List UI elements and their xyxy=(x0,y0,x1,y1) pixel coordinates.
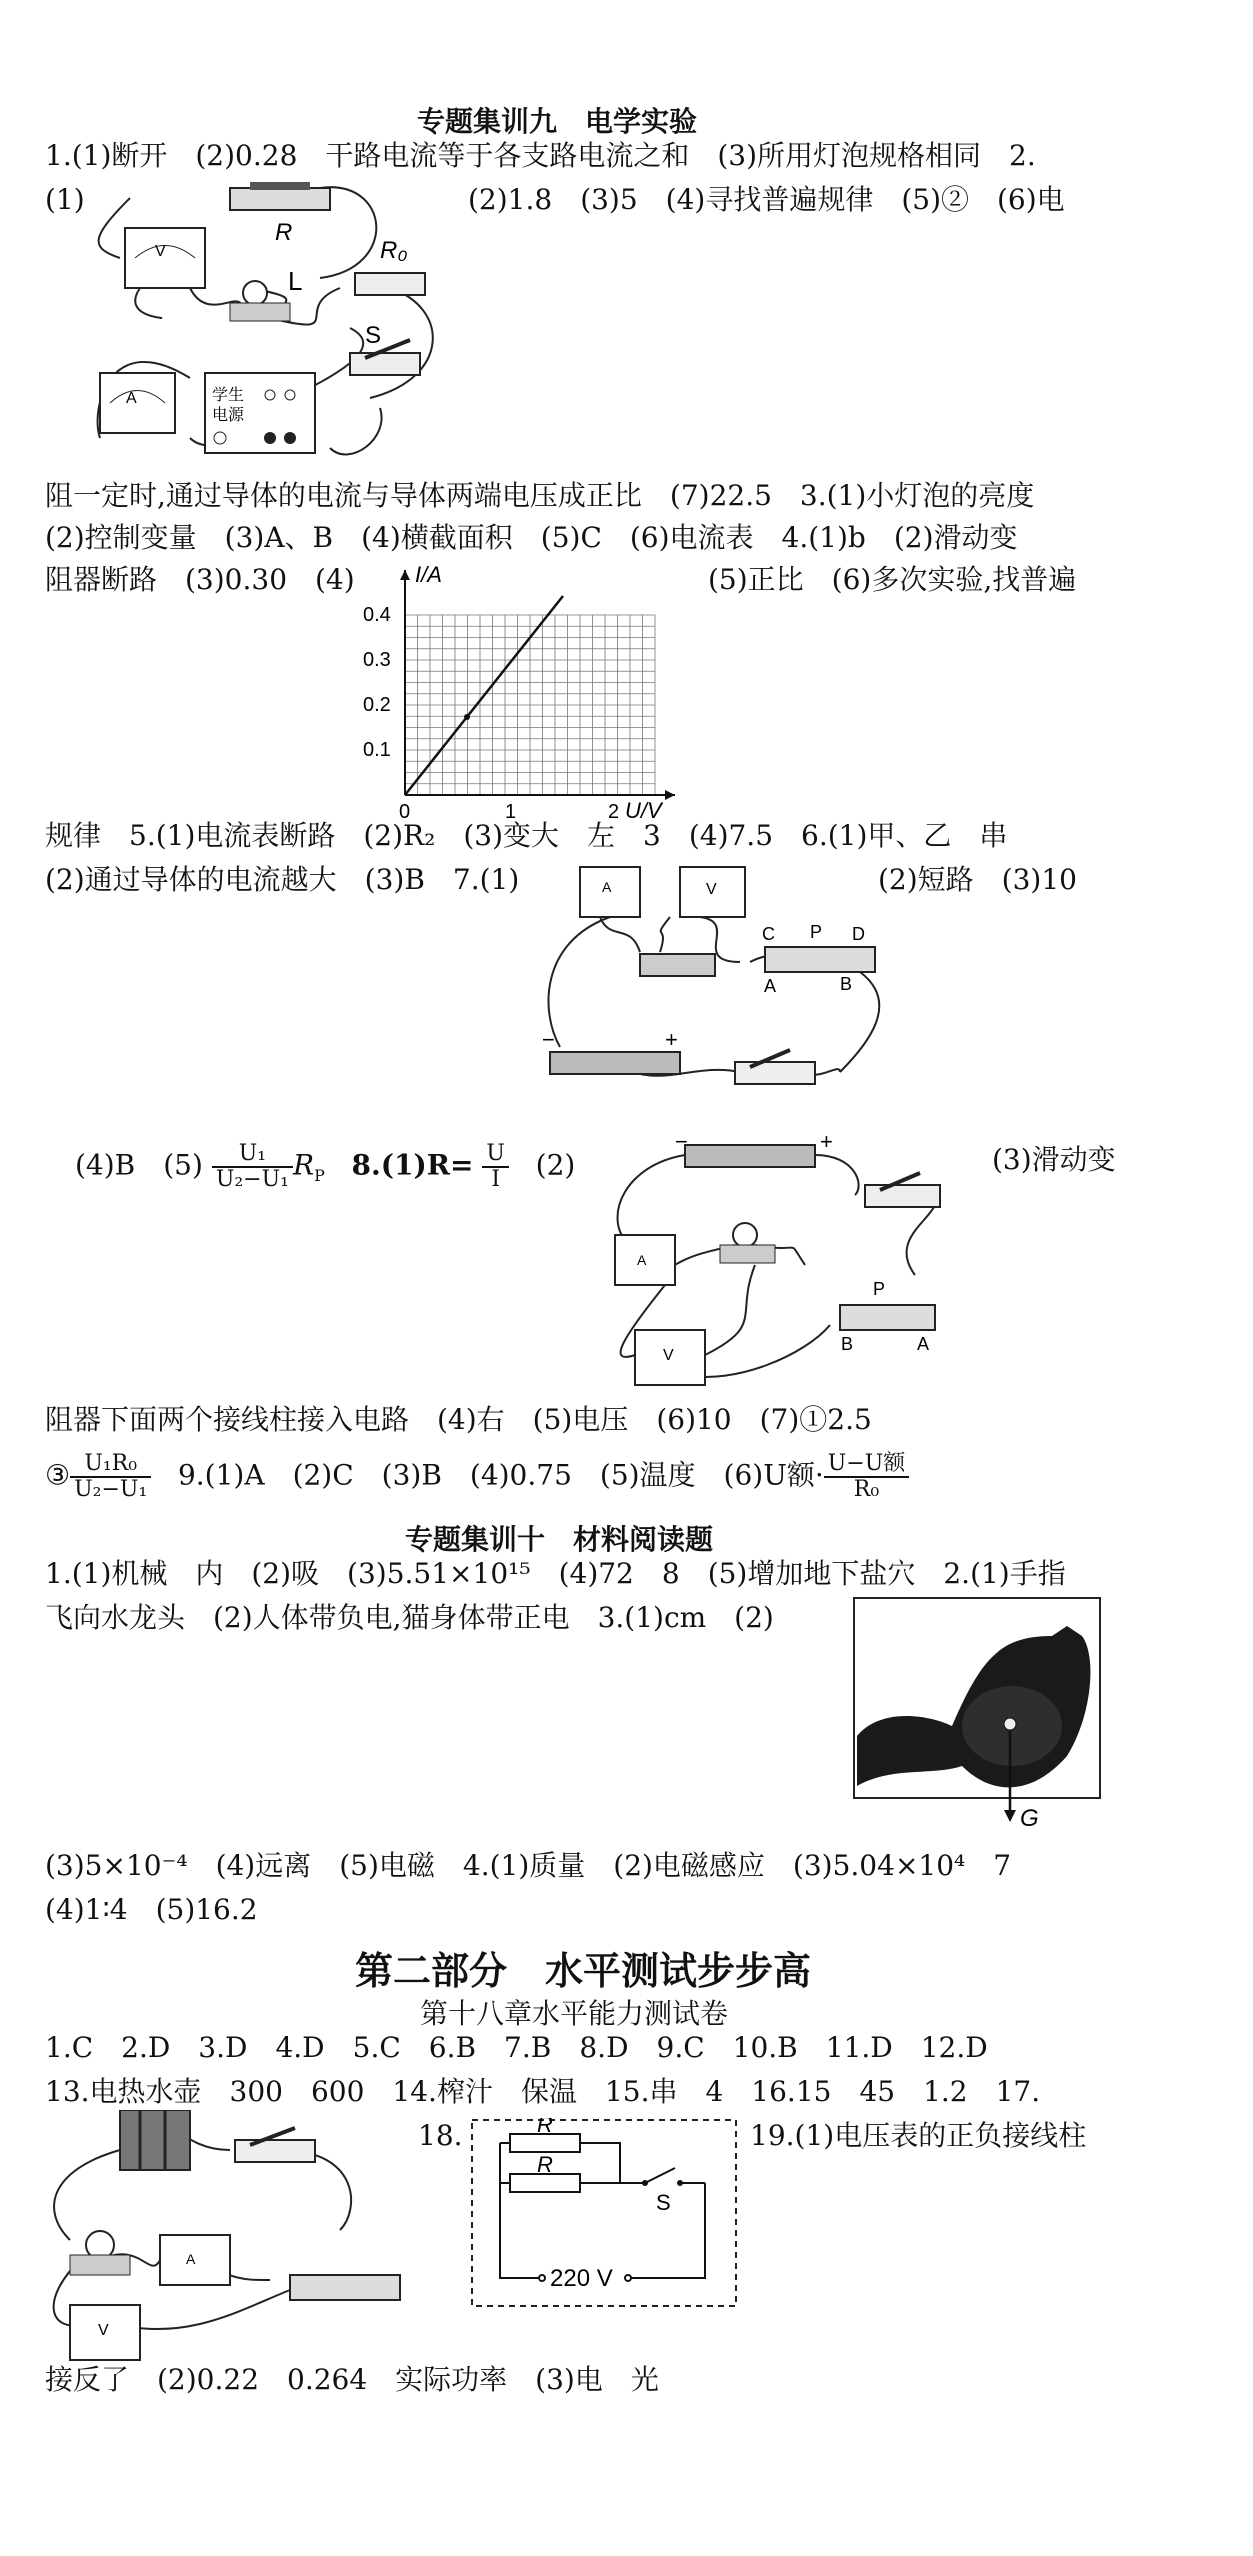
ytick-0.1: 0.1 xyxy=(363,739,391,761)
part2-line3: 接反了 (2)0.22 0.264 实际功率 (3)电 光 xyxy=(45,2363,659,2396)
s10-line2: 飞向水龙头 (2)人体带负电,猫身体带正电 3.(1)cm (2) xyxy=(45,1601,774,1634)
graph-ylabel: I/A xyxy=(415,562,442,587)
section9-title: 专题集训九 电学实验 xyxy=(417,105,698,138)
fig3-P: P xyxy=(810,922,823,942)
fraction-uminus-num: U−U额 xyxy=(824,1452,910,1478)
fraction-uminus-den: R₀ xyxy=(853,1477,880,1502)
s9-line3: 阻一定时,通过导体的电流与导体两端电压成正比 (7)22.5 3.(1)小灯泡的亮度 xyxy=(45,479,1035,512)
s9-line8 xyxy=(75,1142,575,1194)
fraction-u1r0-num: U₁R₀ xyxy=(70,1452,151,1478)
fraction-u1-den: U₂−U₁ xyxy=(215,1167,289,1192)
resistor-label-1: R xyxy=(537,2118,553,2137)
s10-line4: (4)1∶4 (5)16.2 xyxy=(45,1893,258,1926)
s9-line2a: (1) xyxy=(45,183,85,216)
fraction-ui xyxy=(482,1142,509,1192)
resistor-label-2: R xyxy=(537,2152,553,2177)
s9-line10-mid: 9.(1)A (2)C (3)B (4)0.75 (5)温度 (6)U额· xyxy=(177,1458,824,1492)
fig3-A: A xyxy=(764,976,777,996)
xtick-2: 2 xyxy=(608,801,620,820)
ytick-0.3: 0.3 xyxy=(363,649,391,671)
ytick-0.4: 0.4 xyxy=(363,604,391,626)
fig3-minus: − xyxy=(542,1027,555,1052)
circled-3: ③ xyxy=(45,1458,71,1492)
part2-line2: 13.电热水壶 300 600 14.榨汁 保温 15.串 4 16.15 45 1.2 17. xyxy=(45,2075,1041,2108)
part2-subtitle: 第十八章水平能力测试卷 xyxy=(420,1997,729,2030)
circuit-figure-17 xyxy=(40,2110,420,2370)
s9-line6: 规律 5.(1)电流表断路 (2)R₂ (3)变大 左 3 (4)7.5 6.(1)甲、乙 串 xyxy=(45,819,1008,852)
ytick-0.2: 0.2 xyxy=(363,694,391,716)
fraction-ui-num: U xyxy=(482,1142,509,1168)
part2-n19: 19.(1)电压表的正负接线柱 xyxy=(750,2119,1087,2152)
fig3-D: D xyxy=(852,924,865,944)
fraction-u1r0-den: U₂−U₁ xyxy=(74,1477,148,1502)
s9-line7a: (2)通过导体的电流越大 (3)B 7.(1) xyxy=(45,863,520,896)
switch-label: S xyxy=(656,2190,671,2215)
gravity-label: G xyxy=(1020,1805,1039,1832)
s9-line4: (2)控制变量 (3)A、B (4)横截面积 (5)C (6)电流表 4.(1)b (2)滑动变 xyxy=(45,521,1018,554)
s9-line7b: (2)短路 (3)10 xyxy=(878,863,1077,896)
s9-line8-right: (3)滑动变 xyxy=(992,1143,1116,1176)
fraction-ui-den: I xyxy=(491,1167,501,1192)
fraction-u1 xyxy=(212,1142,293,1192)
fig4-A: A xyxy=(917,1334,930,1354)
fraction-u1-num: U₁ xyxy=(212,1142,293,1168)
fig3-B: B xyxy=(840,974,853,994)
fig4-plus: + xyxy=(820,1135,833,1154)
psu-label-1: 学生 xyxy=(212,387,245,404)
circuit-figure-1 xyxy=(90,178,460,478)
rp-symbol: R xyxy=(292,1148,315,1182)
s9-line9: 阻器下面两个接线柱接入电路 (4)右 (5)电压 (6)10 (7)①2.5 xyxy=(45,1403,872,1436)
label-A: A xyxy=(126,390,137,407)
fraction-u1r0 xyxy=(70,1452,151,1502)
s9-line8-part2: (2) xyxy=(535,1148,576,1182)
label-R: R xyxy=(275,219,293,246)
circuit-diagram-18 xyxy=(470,2118,738,2308)
s9-line2b: (2)1.8 (3)5 (4)寻找普遍规律 (5)② (6)电 xyxy=(468,183,1065,216)
part2-n18: 18. xyxy=(418,2119,463,2152)
fig4-minus: − xyxy=(675,1135,688,1154)
graph-xlabel: U/V xyxy=(625,798,662,820)
fig3-voltmeter-label: V xyxy=(706,881,717,898)
fig4-B: B xyxy=(841,1334,854,1354)
xtick-0: 0 xyxy=(399,801,411,820)
label-R0: R₀ xyxy=(380,237,408,264)
circuit-figure-4 xyxy=(605,1135,945,1390)
label-L: L xyxy=(288,266,303,296)
s9-line5a: 阻器断路 (3)0.30 (4) xyxy=(45,563,355,596)
fig4-voltmeter-label: V xyxy=(663,1347,674,1364)
rp-sub: P xyxy=(314,1166,325,1186)
circuit-figure-3 xyxy=(540,862,900,1102)
fraction-uminus xyxy=(824,1452,910,1502)
fig4-P: P xyxy=(873,1279,886,1299)
s10-line3: (3)5×10⁻⁴ (4)远离 (5)电磁 4.(1)质量 (2)电磁感应 (3)5.04×10⁴ 7 xyxy=(45,1849,1012,1882)
s9-line5b: (5)正比 (6)多次实验,找普遍 xyxy=(708,563,1077,596)
s9-line8-part4: (4)B (5) xyxy=(75,1148,203,1182)
s9-line1: 1.(1)断开 (2)0.28 干路电流等于各支路电流之和 (3)所用灯泡规格相同 2. xyxy=(45,139,1036,172)
s9-line10 xyxy=(45,1452,909,1502)
voltage-label: 220 V xyxy=(550,2265,613,2292)
s10-line1: 1.(1)机械 内 (2)吸 (3)5.51×10¹⁵ (4)72 8 (5)增加地下盐穴 2.(1)手指 xyxy=(45,1557,1066,1590)
fig4-ammeter-label: A xyxy=(637,1252,647,1268)
fig3-plus: + xyxy=(665,1027,678,1052)
label-V: V xyxy=(155,243,166,260)
fig3-ammeter-label: A xyxy=(602,879,612,895)
psu-label-2: 电源 xyxy=(212,407,245,424)
section10-title: 专题集训十 材料阅读题 xyxy=(405,1523,714,1556)
iu-graph xyxy=(355,560,685,820)
s9-line8-q8: 8.(1)R= xyxy=(351,1148,474,1182)
fig17-ammeter-label: A xyxy=(186,2251,196,2267)
part2-line1: 1.C 2.D 3.D 4.D 5.C 6.B 7.B 8.D 9.C 10.B 11.D 12.D xyxy=(45,2031,988,2064)
stone-figure xyxy=(852,1596,1102,1836)
label-S: S xyxy=(365,322,382,349)
fig3-C: C xyxy=(762,924,775,944)
xtick-1: 1 xyxy=(505,801,517,820)
fig17-voltmeter-label: V xyxy=(98,2322,109,2339)
part2-title: 第二部分 水平测试步步高 xyxy=(355,1948,812,1993)
